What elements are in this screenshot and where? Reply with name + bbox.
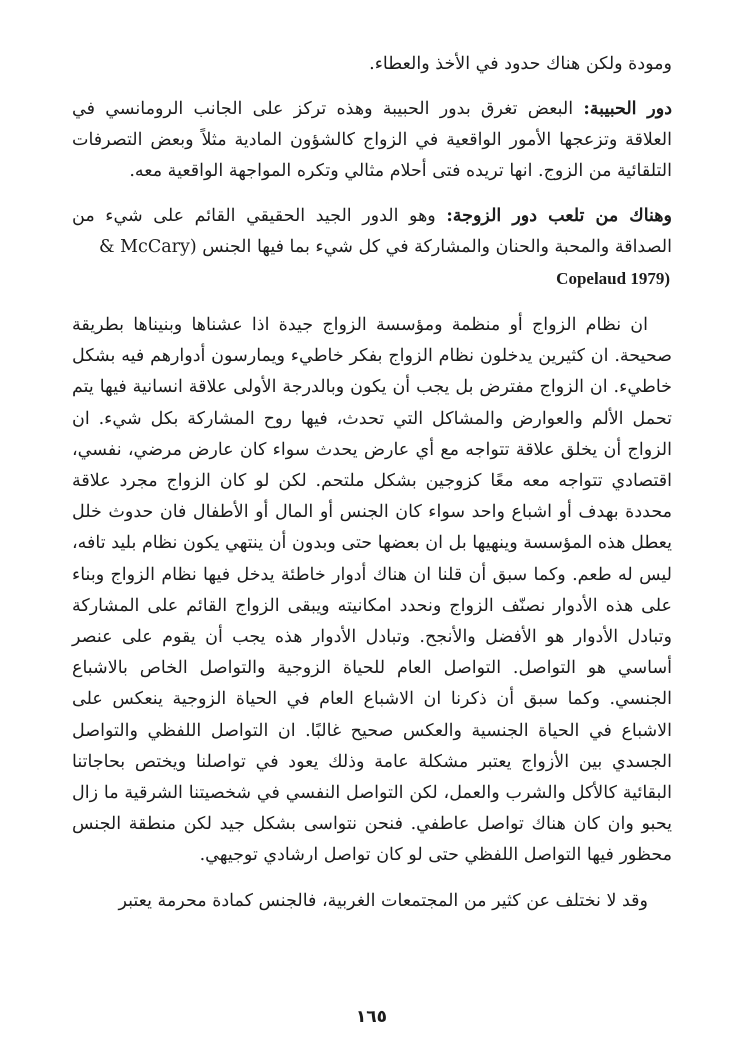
wife-role-body: وهو الدور الجيد الحقيقي القائم على شيء من الصداقة والمحبة والحنان والمشاركة في كل شيء بما فيها الجنس (McCary & bbox=[72, 206, 672, 257]
marriage-communication-paragraph: ان نظام الزواج أو منظمة ومؤسسة الزواج جيدة اذا عشناها وبنيناها بطريقة صحيحة. ان كثيرين يدخلون نظام الزواج بفكر خاطيء ويمارسون أدوارهم فيه بشكل خاطيء. ان الزواج مفترض بل يجب أن يكون وبالدرجة الأولى علاقة انسانية فيها يتم تحمل الألم والعوارض والمشاكل التي تحدث، فيها روح المشاركة بكل شيء. ان الزواج أن يخلق علاقة تتواجه مع أي عارض يحدث سواء كان عارض مرضي، نفسي، اقتصادي تتواجه معه معًا كزوجين بشكل ملتحم. لكن لو كان الزواج مجرد علاقة محددة بهدف أو اشباع واحد سواء كان الجنس أو المال أو الأطفال فان حدوث خلل يعطل هذه المؤسسة وينهيها بل ان بعضها حتى وبدون أن ينتهي يكون نظام بليد تافه، ليس له طعم. وكما سبق أن قلنا ان هناك أدوار خاطئة يدخل فيها نظام الزواج وبناء على هذه الأدوار نصنّف الزواج ونحدد امكانيته ويبقى الزواج القائم على المشاركة وتبادل الأدوار هو الأفضل والأنجح. وتبادل الأدوار هذه يجب أن يقوم على عنصر أساسي هو التواصل. التواصل العام للحياة الزوجية والتواصل الخاص بالاشباع الجنسي. وكما سبق أن ذكرنا ان الاشباع العام في الحياة الزوجية ينعكس على الاشباع في الحياة الجنسية والعكس صحيح غالبًا. ان التواصل اللفظي والتواصل الجسدي بين الأزواج يعتبر مشكلة عامة وذلك يعود في تواصلنا ويختص بحاجاتنا البقائية كالأكل والشرب والعمل، لكن التواصل النفسي في شخصيتنا الشرقية ما زال يحبو وان كان هناك تواصل عاطفي. فنحن نتواسى بشكل جيد لكن منطقة الجنس محظور فيها التواصل اللفظي حتى لو كان تواصل ارشادي توجيهي. bbox=[72, 315, 672, 866]
reference-citation: Copelaud 1979) bbox=[556, 269, 670, 288]
beloved-role-title: دور الحبيبة: bbox=[583, 99, 672, 119]
book-page-text bbox=[72, 48, 672, 917]
page-number: ١٦٥ bbox=[355, 1007, 388, 1027]
continuation-paragraph: ومودة ولكن هناك حدود في الأخذ والعطاء. bbox=[369, 54, 672, 74]
beloved-role-body: البعض تغرق بدور الحبيبة وهذه تركز على الجانب الرومانسي في العلاقة وتزعجها الأمور الواقعية في الزواج كالشؤون المادية مثلاً وبعض التصرفات التلقائية من الزوج. انها تريده فتى أحلام مثالي وتكره المواجهة الواقعية معه. bbox=[72, 99, 672, 181]
final-line: وقد لا نختلف عن كثير من المجتمعات الغربية، فالجنس كمادة محرمة يعتبر bbox=[118, 890, 648, 911]
beloved-role-paragraph bbox=[72, 94, 672, 187]
wife-role-title: وهناك من تلعب دور الزوجة: bbox=[446, 206, 672, 226]
wife-role-paragraph bbox=[72, 201, 672, 294]
